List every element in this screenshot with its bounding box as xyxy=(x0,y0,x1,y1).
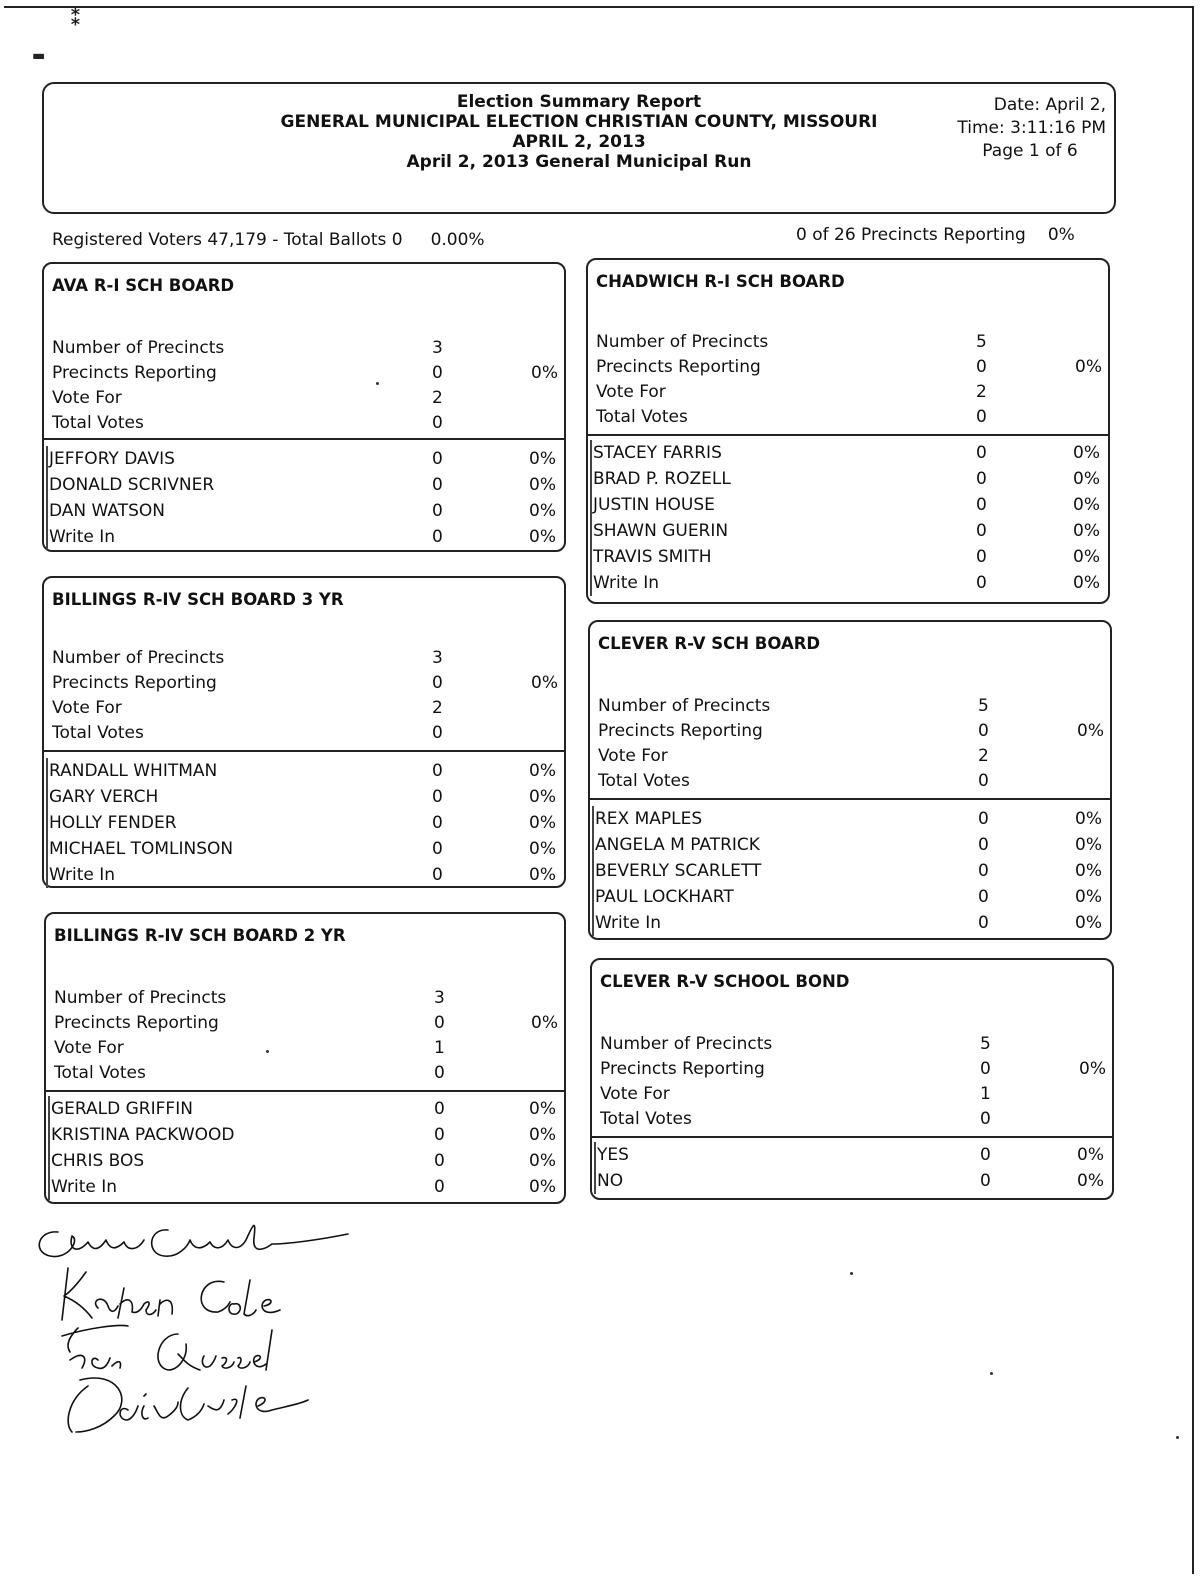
stat-percent: 0% xyxy=(531,363,558,383)
candidate-name: KRISTINA PACKWOOD xyxy=(48,1122,234,1148)
stat-row xyxy=(596,355,1108,380)
candidate-name: HOLLY FENDER xyxy=(46,810,177,836)
candidate-list xyxy=(592,806,1110,936)
candidate-percent: 0% xyxy=(529,527,556,547)
candidate-row xyxy=(590,518,1108,544)
report-meta xyxy=(926,94,1106,163)
stat-percent: 0% xyxy=(1075,357,1102,377)
stat-value: 5 xyxy=(976,332,987,352)
candidate-votes: 0 xyxy=(976,443,987,463)
stat-label: Number of Precincts xyxy=(600,1034,773,1054)
candidate-votes: 0 xyxy=(432,475,443,495)
contest-title: CLEVER R-V SCH BOARD xyxy=(598,634,821,653)
stat-row xyxy=(598,719,1110,744)
candidate-percent: 0% xyxy=(1073,443,1100,463)
candidate-list xyxy=(46,446,564,550)
candidate-row xyxy=(592,910,1110,936)
stat-row xyxy=(600,1082,1112,1107)
contest-title: BILLINGS R-IV SCH BOARD 2 YR xyxy=(54,926,346,945)
stat-value: 0 xyxy=(432,363,443,383)
candidate-name: BEVERLY SCARLETT xyxy=(592,858,761,884)
candidate-votes: 0 xyxy=(978,861,989,881)
stat-value: 0 xyxy=(980,1109,991,1129)
candidate-name: RANDALL WHITMAN xyxy=(46,758,217,784)
candidate-row xyxy=(46,498,564,524)
signature-2 xyxy=(62,1268,280,1320)
contest-box xyxy=(590,958,1114,1200)
candidate-percent: 0% xyxy=(529,787,556,807)
candidate-row xyxy=(46,810,564,836)
candidate-votes: 0 xyxy=(978,809,989,829)
registered-voters-summary xyxy=(52,230,485,250)
stat-label: Vote For xyxy=(598,746,668,766)
stat-value: 0 xyxy=(434,1063,445,1083)
stat-label: Total Votes xyxy=(596,407,688,427)
candidate-row xyxy=(46,784,564,810)
precincts-percent: 0% xyxy=(1047,225,1075,245)
report-title: Election Summary Report xyxy=(456,92,702,112)
election-date: APRIL 2, 2013 xyxy=(512,132,646,152)
candidate-name: SHAWN GUERIN xyxy=(590,518,728,544)
stat-value: 3 xyxy=(434,988,445,1008)
contest-divider xyxy=(42,750,566,752)
candidate-row xyxy=(46,446,564,472)
candidate-percent: 0% xyxy=(529,1099,556,1119)
stat-row xyxy=(54,1061,564,1086)
candidate-name: Write In xyxy=(46,524,115,550)
stat-row xyxy=(54,1036,564,1061)
candidate-percent: 0% xyxy=(1075,913,1102,933)
stat-value: 1 xyxy=(980,1084,991,1104)
stat-row xyxy=(52,411,564,436)
candidate-name: JEFFORY DAVIS xyxy=(46,446,175,472)
candidate-votes: 0 xyxy=(980,1171,991,1191)
candidate-name: STACEY FARRIS xyxy=(590,440,722,466)
candidate-row xyxy=(48,1174,564,1200)
signature-4 xyxy=(68,1378,308,1432)
stat-value: 2 xyxy=(976,382,987,402)
stat-row xyxy=(54,1011,564,1036)
contest-title: CLEVER R-V SCHOOL BOND xyxy=(600,972,850,991)
candidate-votes: 0 xyxy=(434,1099,445,1119)
candidate-list xyxy=(594,1142,1112,1194)
stat-row xyxy=(598,769,1110,794)
candidate-name: Write In xyxy=(48,1174,117,1200)
stat-label: Precincts Reporting xyxy=(600,1059,765,1079)
stat-value: 0 xyxy=(432,673,443,693)
contest-box xyxy=(44,912,566,1204)
stat-row xyxy=(596,405,1108,430)
candidate-name: NO xyxy=(594,1168,623,1194)
candidate-votes: 0 xyxy=(978,887,989,907)
ballots-percent: 0.00% xyxy=(430,230,485,250)
candidate-row xyxy=(590,466,1108,492)
stat-label: Number of Precincts xyxy=(52,648,225,668)
candidate-row xyxy=(46,862,564,888)
stat-label: Vote For xyxy=(596,382,666,402)
candidate-name: Write In xyxy=(592,910,661,936)
candidate-percent: 0% xyxy=(1077,1171,1104,1191)
candidate-percent: 0% xyxy=(1075,809,1102,829)
candidate-name: DONALD SCRIVNER xyxy=(46,472,214,498)
candidate-name: ANGELA M PATRICK xyxy=(592,832,760,858)
stat-value: 0 xyxy=(432,413,443,433)
candidate-row xyxy=(592,858,1110,884)
contest-stats xyxy=(596,330,1108,430)
stat-percent: 0% xyxy=(531,1013,558,1033)
run-name: April 2, 2013 General Municipal Run xyxy=(406,152,752,172)
candidate-votes: 0 xyxy=(976,495,987,515)
candidate-percent: 0% xyxy=(1073,521,1100,541)
contest-stats xyxy=(54,986,564,1086)
candidate-percent: 0% xyxy=(529,1151,556,1171)
contest-stats xyxy=(600,1032,1112,1132)
contest-divider xyxy=(588,798,1112,800)
contest-stats xyxy=(52,336,564,436)
contest-stats xyxy=(598,694,1110,794)
stat-percent: 0% xyxy=(531,673,558,693)
scan-speck xyxy=(266,1050,269,1053)
stat-label: Number of Precincts xyxy=(598,696,771,716)
candidate-name: Write In xyxy=(46,862,115,888)
stat-label: Vote For xyxy=(54,1038,124,1058)
candidate-name: TRAVIS SMITH xyxy=(590,544,712,570)
candidate-name: DAN WATSON xyxy=(46,498,165,524)
contest-title: CHADWICH R-I SCH BOARD xyxy=(596,272,845,291)
candidate-name: CHRIS BOS xyxy=(48,1148,144,1174)
stat-label: Vote For xyxy=(52,698,122,718)
candidate-row xyxy=(48,1148,564,1174)
candidate-list xyxy=(46,758,564,888)
stat-label: Number of Precincts xyxy=(596,332,769,352)
stat-value: 3 xyxy=(432,338,443,358)
candidate-name: BRAD P. ROZELL xyxy=(590,466,731,492)
candidate-percent: 0% xyxy=(1075,835,1102,855)
candidate-row xyxy=(46,758,564,784)
candidate-votes: 0 xyxy=(980,1145,991,1165)
candidate-row xyxy=(594,1142,1112,1168)
stat-row xyxy=(598,744,1110,769)
candidate-votes: 0 xyxy=(432,761,443,781)
contest-divider xyxy=(586,434,1110,436)
election-name: GENERAL MUNICIPAL ELECTION CHRISTIAN COUNTY, MISSOURI xyxy=(280,112,878,132)
candidate-row xyxy=(592,832,1110,858)
candidate-votes: 0 xyxy=(976,573,987,593)
stat-value: 3 xyxy=(432,648,443,668)
scan-speck xyxy=(1176,1436,1179,1439)
candidate-row xyxy=(590,544,1108,570)
candidate-votes: 0 xyxy=(978,913,989,933)
stat-row xyxy=(52,336,564,361)
stat-row xyxy=(600,1057,1112,1082)
contest-box xyxy=(586,258,1110,604)
stat-label: Total Votes xyxy=(598,771,690,791)
candidate-row xyxy=(48,1122,564,1148)
stat-label: Precincts Reporting xyxy=(54,1013,219,1033)
candidate-row xyxy=(592,806,1110,832)
stat-value: 1 xyxy=(434,1038,445,1058)
stat-label: Precincts Reporting xyxy=(596,357,761,377)
stat-label: Precincts Reporting xyxy=(598,721,763,741)
contest-title: BILLINGS R-IV SCH BOARD 3 YR xyxy=(52,590,344,609)
stat-row xyxy=(52,721,564,746)
contest-title: AVA R-I SCH BOARD xyxy=(52,276,235,295)
stat-value: 0 xyxy=(976,407,987,427)
candidate-name: GERALD GRIFFIN xyxy=(48,1096,193,1122)
stat-value: 0 xyxy=(976,357,987,377)
candidate-votes: 0 xyxy=(432,813,443,833)
signature-3 xyxy=(62,1325,272,1370)
stat-label: Total Votes xyxy=(600,1109,692,1129)
candidate-row xyxy=(590,570,1108,596)
candidate-name: PAUL LOCKHART xyxy=(592,884,734,910)
contest-box xyxy=(588,620,1112,940)
candidate-percent: 0% xyxy=(529,839,556,859)
candidate-votes: 0 xyxy=(432,839,443,859)
candidate-votes: 0 xyxy=(432,787,443,807)
candidate-percent: 0% xyxy=(1073,573,1100,593)
candidate-name: Write In xyxy=(590,570,659,596)
candidate-percent: 0% xyxy=(529,475,556,495)
candidate-list xyxy=(48,1096,564,1200)
stat-row xyxy=(596,330,1108,355)
stat-value: 5 xyxy=(978,696,989,716)
candidate-percent: 0% xyxy=(529,865,556,885)
candidate-votes: 0 xyxy=(432,865,443,885)
candidate-votes: 0 xyxy=(434,1177,445,1197)
candidate-row xyxy=(590,492,1108,518)
candidate-row xyxy=(594,1168,1112,1194)
stat-value: 0 xyxy=(980,1059,991,1079)
candidate-votes: 0 xyxy=(434,1125,445,1145)
candidate-row xyxy=(46,524,564,550)
candidate-name: GARY VERCH xyxy=(46,784,158,810)
stat-row xyxy=(600,1107,1112,1132)
candidate-votes: 0 xyxy=(976,469,987,489)
contest-divider xyxy=(44,1090,566,1092)
stat-row xyxy=(598,694,1110,719)
stat-row xyxy=(52,646,564,671)
candidate-percent: 0% xyxy=(1075,861,1102,881)
stat-value: 0 xyxy=(978,771,989,791)
stat-value: 2 xyxy=(432,698,443,718)
contest-divider xyxy=(590,1136,1114,1138)
candidate-percent: 0% xyxy=(1073,547,1100,567)
stat-row xyxy=(52,671,564,696)
stat-value: 5 xyxy=(980,1034,991,1054)
stat-row xyxy=(52,696,564,721)
stat-label: Number of Precincts xyxy=(52,338,225,358)
precincts-reporting-summary xyxy=(796,225,1075,245)
candidate-row xyxy=(592,884,1110,910)
stat-label: Vote For xyxy=(600,1084,670,1104)
candidate-percent: 0% xyxy=(1073,495,1100,515)
contest-divider xyxy=(42,438,566,440)
stat-label: Precincts Reporting xyxy=(52,363,217,383)
stat-label: Vote For xyxy=(52,388,122,408)
candidate-percent: 0% xyxy=(1077,1145,1104,1165)
stat-row xyxy=(54,986,564,1011)
candidate-name: JUSTIN HOUSE xyxy=(590,492,715,518)
report-title-block xyxy=(234,92,924,172)
candidate-percent: 0% xyxy=(529,449,556,469)
candidate-name: REX MAPLES xyxy=(592,806,702,832)
candidate-row xyxy=(46,836,564,862)
page-number: Page 1 of 6 xyxy=(982,141,1078,161)
stat-percent: 0% xyxy=(1079,1059,1106,1079)
scan-artifact-dash: ▬ xyxy=(32,48,46,64)
candidate-row xyxy=(48,1096,564,1122)
stat-label: Total Votes xyxy=(52,723,144,743)
report-header xyxy=(42,82,1116,214)
candidate-votes: 0 xyxy=(976,547,987,567)
stat-label: Total Votes xyxy=(54,1063,146,1083)
scan-speck xyxy=(990,1372,993,1375)
stat-value: 2 xyxy=(432,388,443,408)
candidate-percent: 0% xyxy=(529,761,556,781)
candidate-percent: 0% xyxy=(529,1125,556,1145)
stat-row xyxy=(596,380,1108,405)
candidate-votes: 0 xyxy=(978,835,989,855)
stat-row xyxy=(600,1032,1112,1057)
scan-artifact-mark: ⁑ xyxy=(70,6,82,31)
stat-label: Total Votes xyxy=(52,413,144,433)
precincts-reporting-text: 0 of 26 Precincts Reporting xyxy=(796,225,1026,245)
candidate-list xyxy=(590,440,1108,596)
signature-1 xyxy=(39,1225,348,1256)
signatures xyxy=(28,1210,388,1450)
stat-row xyxy=(52,386,564,411)
stat-value: 0 xyxy=(978,721,989,741)
stat-row xyxy=(52,361,564,386)
stat-label: Number of Precincts xyxy=(54,988,227,1008)
stat-value: 0 xyxy=(432,723,443,743)
scan-speck xyxy=(376,382,379,385)
stat-value: 2 xyxy=(978,746,989,766)
registered-voters-text: Registered Voters 47,179 - Total Ballots 0 xyxy=(52,230,403,250)
candidate-row xyxy=(46,472,564,498)
candidate-votes: 0 xyxy=(976,521,987,541)
report-time: Time: 3:11:16 PM xyxy=(957,118,1106,138)
candidate-percent: 0% xyxy=(529,1177,556,1197)
scan-speck xyxy=(850,1272,853,1275)
candidate-percent: 0% xyxy=(529,501,556,521)
candidate-name: MICHAEL TOMLINSON xyxy=(46,836,233,862)
candidate-votes: 0 xyxy=(434,1151,445,1171)
candidate-votes: 0 xyxy=(432,501,443,521)
candidate-votes: 0 xyxy=(432,527,443,547)
contest-stats xyxy=(52,646,564,746)
contest-box xyxy=(42,576,566,888)
candidate-row xyxy=(590,440,1108,466)
contest-box xyxy=(42,262,566,552)
stat-label: Precincts Reporting xyxy=(52,673,217,693)
candidate-percent: 0% xyxy=(529,813,556,833)
candidate-percent: 0% xyxy=(1073,469,1100,489)
report-date: Date: April 2, xyxy=(993,95,1106,115)
stat-value: 0 xyxy=(434,1013,445,1033)
stat-percent: 0% xyxy=(1077,721,1104,741)
candidate-votes: 0 xyxy=(432,449,443,469)
candidate-percent: 0% xyxy=(1075,887,1102,907)
candidate-name: YES xyxy=(594,1142,629,1168)
